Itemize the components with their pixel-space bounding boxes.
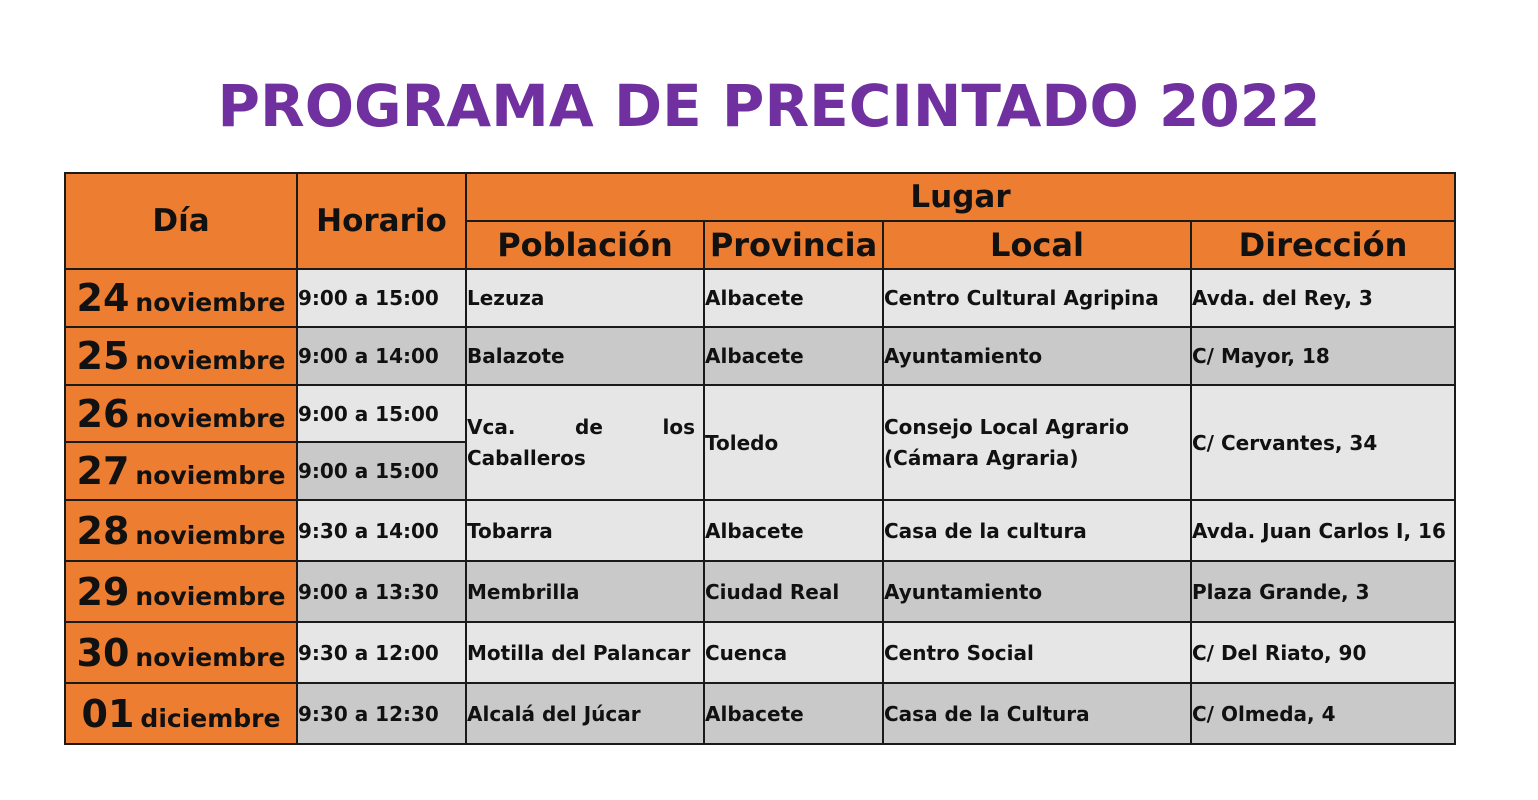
- table-row: [65, 327, 1455, 385]
- direccion-cell: Avda. Juan Carlos I, 16: [1191, 500, 1455, 561]
- local-cell: Centro Social: [883, 622, 1191, 683]
- day-number: 27: [76, 449, 130, 493]
- page-title: PROGRAMA DE PRECINTADO 2022: [217, 72, 1321, 140]
- day-number: 24: [76, 276, 130, 320]
- local-cell: Centro Cultural Agripina: [883, 269, 1191, 327]
- horario-cell: 9:30 a 14:00: [297, 500, 466, 561]
- table-row: [65, 683, 1455, 744]
- day-month: noviembre: [135, 642, 286, 672]
- horario-cell: 9:30 a 12:30: [297, 683, 466, 744]
- poblacion-cell: Balazote: [466, 327, 704, 385]
- direccion-cell: Avda. del Rey, 3: [1191, 269, 1455, 327]
- schedule-table: [64, 172, 1456, 745]
- day-number: 29: [76, 569, 130, 614]
- day-cell: [65, 442, 297, 500]
- local-cell: Consejo Local Agrario (Cámara Agraria): [883, 385, 1191, 500]
- day-month: diciembre: [140, 703, 281, 733]
- poblacion-cell: Alcalá del Júcar: [466, 683, 704, 744]
- table-row: [65, 500, 1455, 561]
- horario-cell: 9:00 a 15:00: [297, 269, 466, 327]
- day-number: 30: [76, 630, 130, 675]
- provincia-cell: Albacete: [704, 327, 883, 385]
- day-month: noviembre: [135, 346, 286, 375]
- provincia-cell: Toledo: [704, 385, 883, 500]
- direccion-cell: C/ Cervantes, 34: [1191, 385, 1455, 500]
- day-cell: [65, 385, 297, 442]
- day-number: 26: [76, 391, 130, 436]
- day-cell: [65, 622, 297, 683]
- horario-cell: 9:00 a 13:30: [297, 561, 466, 622]
- horario-cell: 9:30 a 12:00: [297, 622, 466, 683]
- provincia-cell: Albacete: [704, 500, 883, 561]
- poblacion-cell: Lezuza: [466, 269, 704, 327]
- day-cell: [65, 561, 297, 622]
- header-provincia: Provincia: [704, 221, 883, 269]
- day-number: 25: [76, 334, 130, 378]
- day-cell: [65, 269, 297, 327]
- horario-cell: 9:00 a 15:00: [297, 385, 466, 442]
- poblacion-cell: Vca. de los Caballeros: [466, 385, 704, 500]
- table-row: [65, 622, 1455, 683]
- local-cell: Ayuntamiento: [883, 561, 1191, 622]
- direccion-cell: C/ Olmeda, 4: [1191, 683, 1455, 744]
- day-month: noviembre: [135, 288, 286, 317]
- day-month: noviembre: [135, 520, 286, 550]
- day-cell: [65, 500, 297, 561]
- day-number: 28: [76, 508, 130, 553]
- local-cell: Casa de la Cultura: [883, 683, 1191, 744]
- provincia-cell: Albacete: [704, 269, 883, 327]
- table-row: [65, 385, 1455, 442]
- table-row: [65, 269, 1455, 327]
- header-dia: Día: [65, 173, 297, 269]
- day-month: noviembre: [135, 581, 286, 611]
- horario-cell: 9:00 a 14:00: [297, 327, 466, 385]
- header-poblacion: Población: [466, 221, 704, 269]
- horario-cell: 9:00 a 15:00: [297, 442, 466, 500]
- provincia-cell: Cuenca: [704, 622, 883, 683]
- day-number: 01: [81, 691, 135, 736]
- header-local: Local: [883, 221, 1191, 269]
- header-lugar: Lugar: [466, 173, 1455, 221]
- poblacion-cell: Tobarra: [466, 500, 704, 561]
- provincia-cell: Albacete: [704, 683, 883, 744]
- table-row: [65, 561, 1455, 622]
- local-cell: Ayuntamiento: [883, 327, 1191, 385]
- day-cell: [65, 683, 297, 744]
- direccion-cell: C/ Del Riato, 90: [1191, 622, 1455, 683]
- provincia-cell: Ciudad Real: [704, 561, 883, 622]
- direccion-cell: Plaza Grande, 3: [1191, 561, 1455, 622]
- poblacion-cell: Motilla del Palancar: [466, 622, 704, 683]
- header-horario: Horario: [297, 173, 466, 269]
- header-direccion: Dirección: [1191, 221, 1455, 269]
- local-cell: Casa de la cultura: [883, 500, 1191, 561]
- day-month: noviembre: [135, 461, 286, 490]
- day-month: noviembre: [135, 403, 286, 433]
- direccion-cell: C/ Mayor, 18: [1191, 327, 1455, 385]
- poblacion-cell: Membrilla: [466, 561, 704, 622]
- day-cell: [65, 327, 297, 385]
